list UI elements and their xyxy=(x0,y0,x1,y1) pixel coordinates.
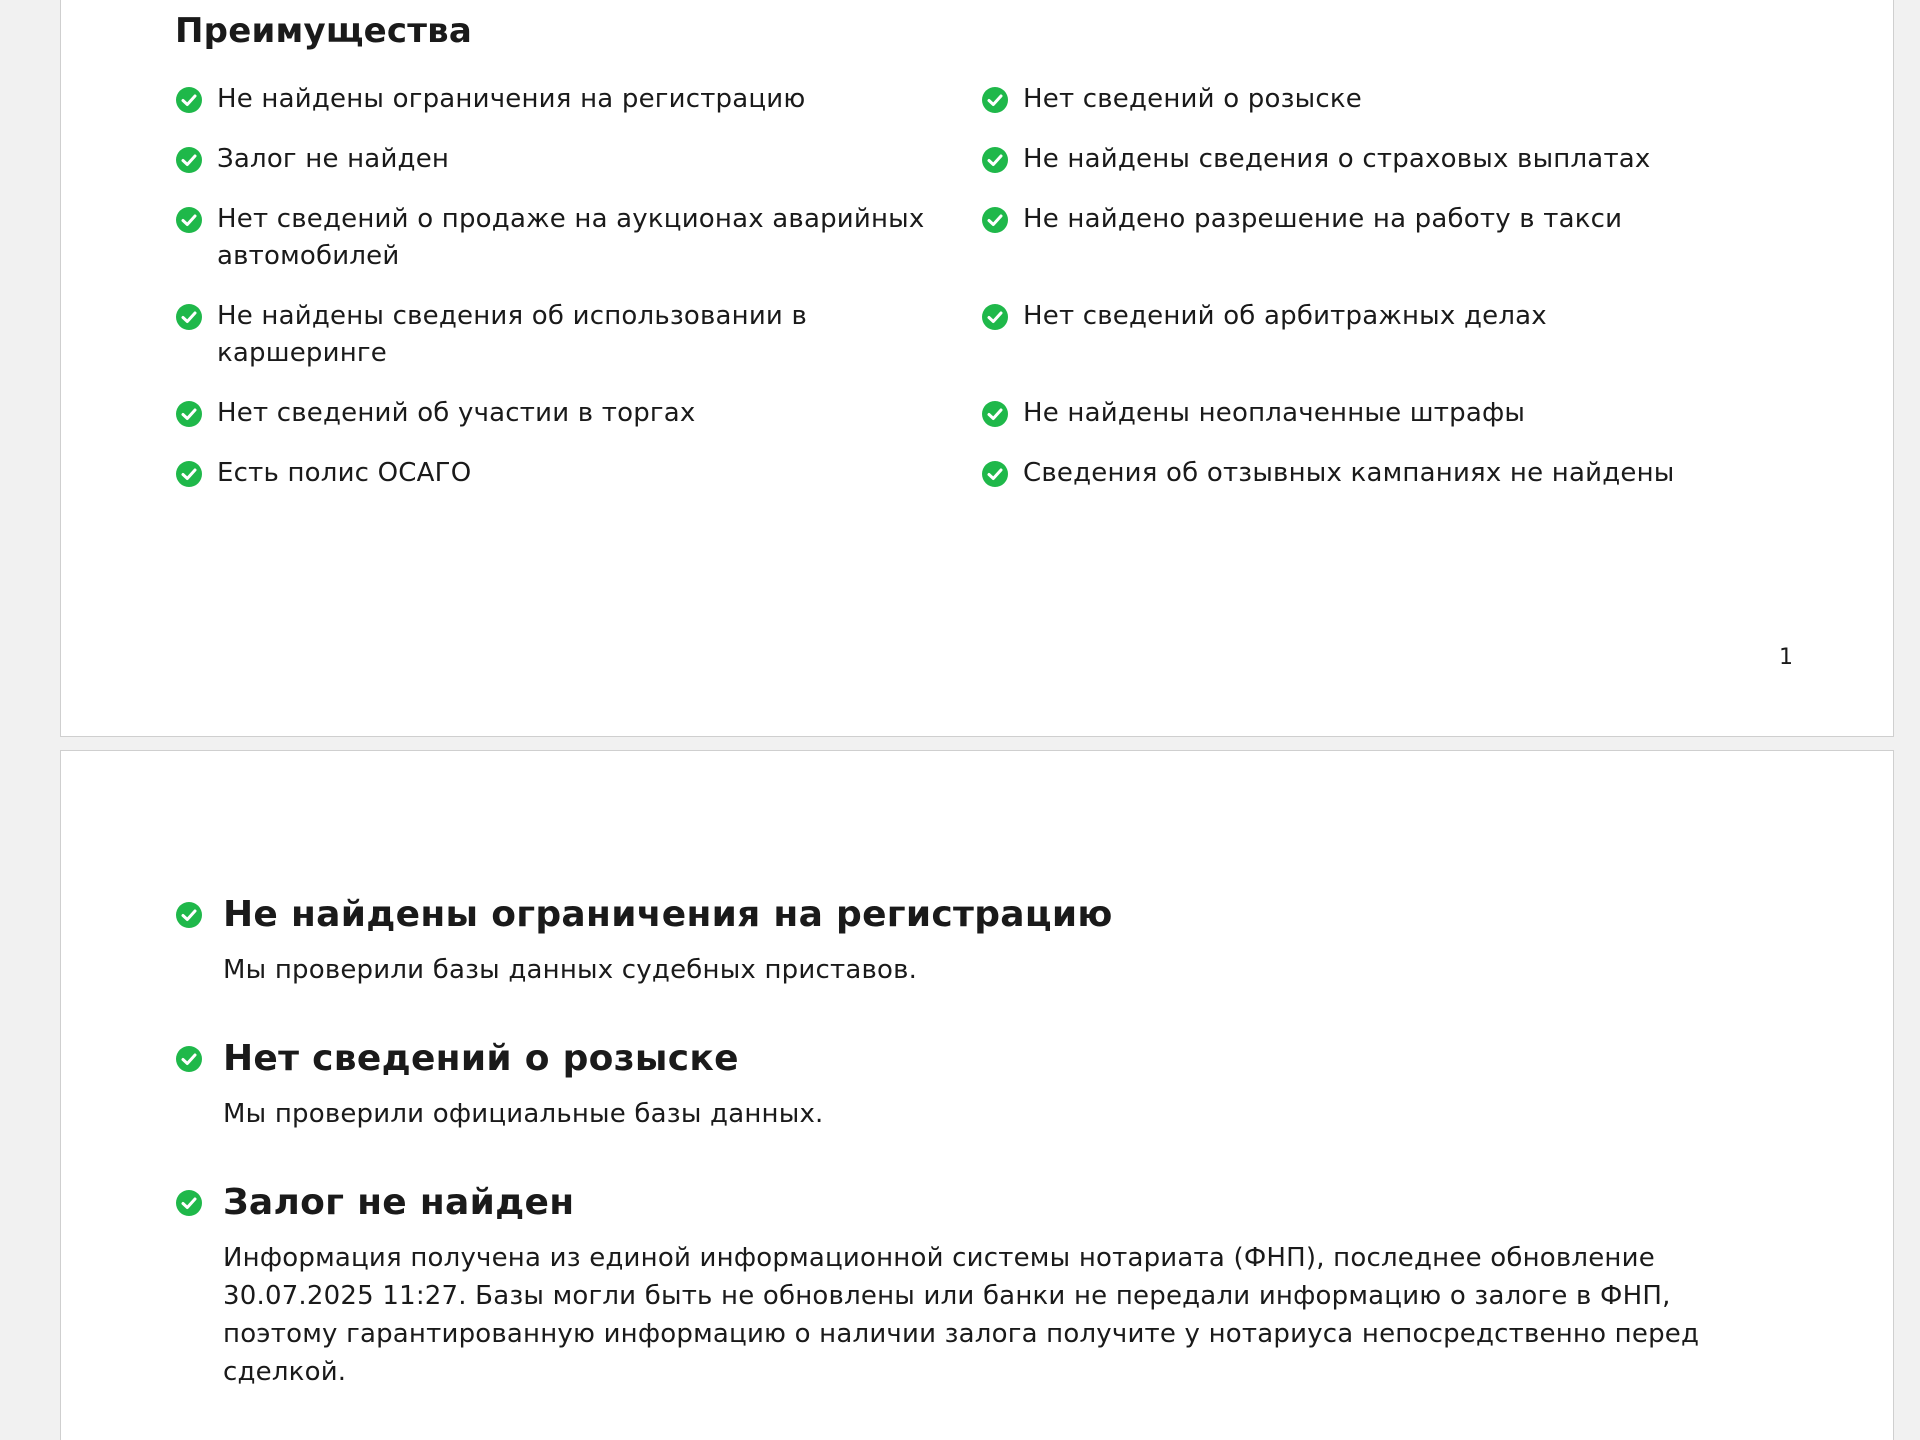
detail-description: Мы проверили официальные базы данных. xyxy=(223,1099,824,1129)
advantages-heading: Преимущества xyxy=(175,11,472,51)
check-circle-icon xyxy=(175,303,203,331)
check-circle-icon xyxy=(981,86,1009,114)
advantage-item xyxy=(175,395,981,432)
check-circle-icon xyxy=(981,400,1009,428)
advantage-text: Нет сведений об арбитражных делах xyxy=(1023,301,1547,331)
check-circle-icon xyxy=(981,460,1009,488)
page-number: 1 xyxy=(1779,645,1793,670)
check-circle-icon xyxy=(175,460,203,488)
check-circle-icon xyxy=(175,1045,203,1073)
advantage-item xyxy=(981,141,1755,178)
detail-header xyxy=(175,1179,1775,1227)
advantage-text: Нет сведений об участии в торгах xyxy=(217,398,696,428)
detail-description: Информация получена из единой информационной системы нотариата (ФНП), последнее обновление 30.07.2025 11:27. Базы могли быть не обновлены или банки не передали информацию о залоге в ФНП, поэтому гарантированную информацию о наличии залога получите у нотариуса непосредственно перед сделкой. xyxy=(223,1243,1700,1387)
detail-header xyxy=(175,891,1775,939)
check-circle-icon xyxy=(175,1189,203,1217)
details-list xyxy=(175,891,1775,1437)
check-circle-icon xyxy=(175,146,203,174)
advantage-text: Не найдены неоплаченные штрафы xyxy=(1023,398,1526,428)
check-circle-icon xyxy=(175,901,203,929)
advantage-item xyxy=(175,298,981,372)
check-circle-icon xyxy=(981,206,1009,234)
document-page-1 xyxy=(60,0,1894,737)
advantage-text: Не найдены сведения о страховых выплатах xyxy=(1023,144,1651,174)
document-page-2 xyxy=(60,750,1894,1440)
advantage-text: Залог не найден xyxy=(217,144,450,174)
detail-section xyxy=(175,1179,1775,1391)
advantage-text: Сведения об отзывных кампаниях не найдены xyxy=(1023,458,1675,488)
detail-title: Нет сведений о розыске xyxy=(223,1038,739,1079)
advantage-item xyxy=(175,81,981,118)
advantage-item xyxy=(981,455,1755,492)
advantage-text: Не найдены ограничения на регистрацию xyxy=(217,84,806,114)
advantages-list xyxy=(175,81,1755,492)
detail-header xyxy=(175,1035,1775,1083)
advantage-item xyxy=(175,141,981,178)
advantage-item xyxy=(981,298,1755,372)
check-circle-icon xyxy=(981,303,1009,331)
detail-title: Залог не найден xyxy=(223,1182,575,1223)
check-circle-icon xyxy=(175,86,203,114)
advantage-text: Не найдены сведения об использовании в каршеринге xyxy=(217,301,808,368)
advantage-item xyxy=(981,201,1755,275)
detail-title: Не найдены ограничения на регистрацию xyxy=(223,894,1113,935)
advantage-text: Нет сведений о розыске xyxy=(1023,84,1362,114)
advantage-item xyxy=(981,81,1755,118)
advantage-item xyxy=(175,201,981,275)
advantage-text: Нет сведений о продаже на аукционах аварийных автомобилей xyxy=(217,204,925,271)
detail-section xyxy=(175,891,1775,989)
advantage-item xyxy=(175,455,981,492)
detail-section xyxy=(175,1035,1775,1133)
check-circle-icon xyxy=(175,206,203,234)
advantage-text: Не найдено разрешение на работу в такси xyxy=(1023,204,1623,234)
check-circle-icon xyxy=(175,400,203,428)
check-circle-icon xyxy=(981,146,1009,174)
advantage-text: Есть полис ОСАГО xyxy=(217,458,472,488)
advantage-item xyxy=(981,395,1755,432)
detail-description: Мы проверили базы данных судебных приставов. xyxy=(223,955,918,985)
